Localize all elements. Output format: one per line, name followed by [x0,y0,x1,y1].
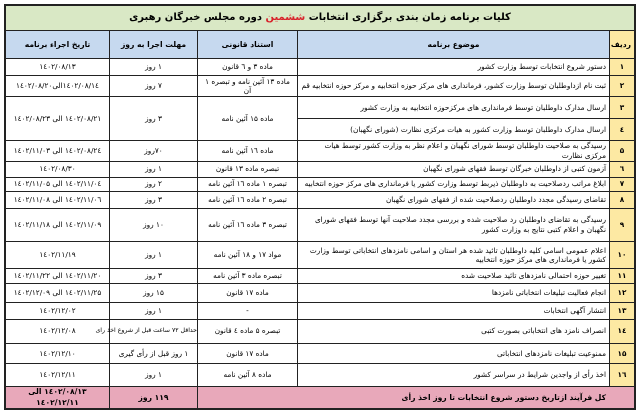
row-deadline: ۱۰ روز [110,209,198,242]
row-deadline: حداقل ۷۲ ساعت قبل از شروع اخذ رای [110,319,198,343]
row-index: ۹ [610,209,635,242]
row-subject: انصراف نامزد های انتخاباتی بصورت کتبی [298,319,610,343]
row-index: ۲ [610,76,635,97]
row-index: ۱۱ [610,269,635,283]
row-subject: تغییر حوزه احتمالی نامزدهای تائید صلاحیت شده [298,269,610,283]
row-subject: انتشار آگهی انتخابات [298,302,610,319]
header-index: ردیف [610,31,635,59]
table-row [6,269,635,283]
row-legal: ماده ۱۷ قانون [198,283,298,302]
row-index: ٦ [610,161,635,177]
row-date: ۱٤۰۲/۱۲/۰۸ [6,319,110,343]
row-legal: ماده ۱۵ آئین نامه [198,97,298,140]
row-index: ۱٦ [610,364,635,387]
table-row [6,76,635,97]
header-row [6,31,635,59]
row-deadline: ۱ روز [110,161,198,177]
row-legal: ماده ۳ و ٦ قانون [198,59,298,76]
row-deadline: ۱ روز [110,242,198,269]
row-legal: مواد ۱۷ و ۱۸ آئین نامه [198,242,298,269]
row-deadline: ۳ روز [110,269,198,283]
row-legal: تبصره ۳ ماده ١٦ آئین نامه [198,209,298,242]
row-subject: اخذ رأی از واجدین شرایط در سراسر کشور [298,364,610,387]
row-legal: - [198,302,298,319]
row-date: ۱٤۰۲/۰۸/۲۱ الی ۱٤۰۲/۰۸/۲۳ [6,97,110,140]
total-date: ۱٤۰۲/۰۸/۱۳ الی ۱٤۰۲/۱۲/۱۱ [6,387,110,409]
table-row [6,283,635,302]
row-subject: ارسال مدارک داوطلبان توسط وزارت کشور به هیات مرکزی نظارت (شورای نگهبان) [298,119,610,140]
table-row [6,161,635,177]
row-deadline: ۱۵ روز [110,283,198,302]
table-row [6,302,635,319]
table-row [6,319,635,343]
row-index: ۳ [610,97,635,119]
row-index: ۱۳ [610,302,635,319]
table-row [6,364,635,387]
row-legal: تبصره ۵ ماده ٤ قانون [198,319,298,343]
row-date: ۱٤۰۲/۱۱/۰۹ الی ۱٤۰۲/۱۱/۱۸ [6,209,110,242]
header-deadline: مهلت اجرا به روز [110,31,198,59]
row-legal: تبصره ماده ۱۳ قانون [198,161,298,177]
row-subject: ارسال مدارک داوطلبان توسط فرمانداری های مرکزحوزه انتخابیه به وزارت کشور [298,97,610,119]
total-label: کل فرآیند ازتاریخ دستور شروع انتخابات تا روز اخذ رأی [198,387,635,409]
title-highlight: ششمین [265,12,306,24]
row-index: ۵ [610,140,635,161]
row-subject: اعلام عمومی اسامی کلیه داوطلبان تائید شده هر استان و اسامی نامزدهای انتخاباتی توسط وزارت کشور یا فرمانداری های مرکز حوزه انتخابیه [298,242,610,269]
total-deadline: ۱۱۹ روز [110,387,198,409]
header-date: تاریخ اجراء برنامه [6,31,110,59]
row-subject: دستور شروع انتخابات توسط وزارت کشور [298,59,610,76]
row-subject: ثبت نام ازداوطلبان توسط وزارت کشور، فرمانداری های مرکز حوزه انتخابیه و مرکز حوزه انتخابیه قم [298,76,610,97]
row-date: ۱٤۰۲/۱۱/۲۰ الی ۱٤۰۲/۱۱/۲۲ [6,269,110,283]
row-deadline: ۲ روز [110,177,198,191]
election-schedule-table [5,5,635,409]
row-subject: انجام فعالیت تبلیغات انتخاباتی نامزدها [298,283,610,302]
row-deadline: ۱ روز قبل از رأی گیری [110,343,198,363]
row-index: ۱۰ [610,242,635,269]
table-row [6,140,635,161]
table-row [6,177,635,191]
row-date: ۱٤۰۲/۱۱/۰٤ الی ۱٤۰۲/۱۱/۰۵ [6,177,110,191]
row-date: ۱٤۰۲/۰۸/۱٤الی۱٤۰۲/۰۸/۲۰ [6,76,110,97]
row-deadline: ۱ روز [110,364,198,387]
row-subject: رسیدگی به صلاحیت داوطلبان توسط شورای نگهبان و اعلام نظر به وزارت کشور توسط هیات مرکزی نظارت [298,140,610,161]
table-row [6,97,635,119]
row-subject: ابلاغ مراتب ردصلاحیت به داوطلبان ذیربط توسط وزارت کشور یا فرمانداری های مرکز حوزه انتخابیه [298,177,610,191]
row-legal: تبصره ۱ ماده ١٦ آئین نامه [198,177,298,191]
row-date: ۱٤۰۲/۱۲/۰۲ [6,302,110,319]
row-index: ۱٤ [610,319,635,343]
table-title: کلیات برنامه زمان بندی برگزاری انتخابات ششمین دوره مجلس خبرگان رهبری [6,6,635,31]
schedule-table-container [4,4,636,410]
row-deadline: ۷ روز [110,76,198,97]
row-date: ۱٤۰۲/۱۱/۱۹ [6,242,110,269]
row-index: ۱۵ [610,343,635,363]
table-row [6,209,635,242]
row-legal: ماده ۱۳ آئین نامه و تبصره ۱ آن [198,76,298,97]
row-subject: تقاضای رسیدگی مجدد داوطلبان ردصلاحیت شده از فقهای شورای نگهبان [298,191,610,208]
row-deadline: ۱ روز [110,302,198,319]
row-deadline: ۳ روز [110,191,198,208]
row-deadline: ۱ روز [110,59,198,76]
row-index: ۱ [610,59,635,76]
row-subject: آزمون کتبی از داوطلبان خبرگان توسط فقهای شورای نگهبان [298,161,610,177]
table-row [6,59,635,76]
row-subject: ممنوعیت تبلیغات نامزدهای انتخاباتی [298,343,610,363]
row-date: ۱٤۰۲/۰۸/۲٤ الی ۱٤۰۲/۱۱/۰۳ [6,140,110,161]
row-index: ٤ [610,119,635,140]
table-row [6,343,635,363]
header-legal: استناد قانونی [198,31,298,59]
table-row [6,191,635,208]
table-row [6,242,635,269]
row-legal: تبصره ۲ ماده ١٦ آئین نامه [198,191,298,208]
row-date: ۱٤۰۲/۱۱/۰٦ الی ۱٤۰۲/۱۱/۰۸ [6,191,110,208]
row-deadline: ۳ روز [110,97,198,140]
row-legal: ماده ١٦ آئین نامه [198,140,298,161]
row-date: ۱٤۰۲/۰۸/۱۳ [6,59,110,76]
row-legal: تبصره ماده ۳ آئین نامه [198,269,298,283]
row-date: ۱٤۰۲/۱۲/۱۰ [6,343,110,363]
total-row [6,387,635,409]
header-subject: موضوع برنامه [298,31,610,59]
row-date: ۱٤۰۲/۱۱/۲۵ الی ۱٤۰۲/۱۲/۰۹ [6,283,110,302]
row-index: ۱۲ [610,283,635,302]
row-date: ۱٤۰۲/۱۲/۱۱ [6,364,110,387]
row-legal: ماده ۱۷ قانون [198,343,298,363]
row-deadline: ۷۰روز [110,140,198,161]
row-index: ۸ [610,191,635,208]
row-date: ۱٤۰۲/۰۸/۳۰ [6,161,110,177]
row-legal: ماده ۸ آئین نامه [198,364,298,387]
row-subject: رسیدگی به تقاضای داوطلبان رد صلاحیت شده و بررسی مجدد صلاحیت آنها توسط فقهای شورای نگهبان و اعلام کتبی نتایج به وزارت کشور [298,209,610,242]
row-index: ۷ [610,177,635,191]
